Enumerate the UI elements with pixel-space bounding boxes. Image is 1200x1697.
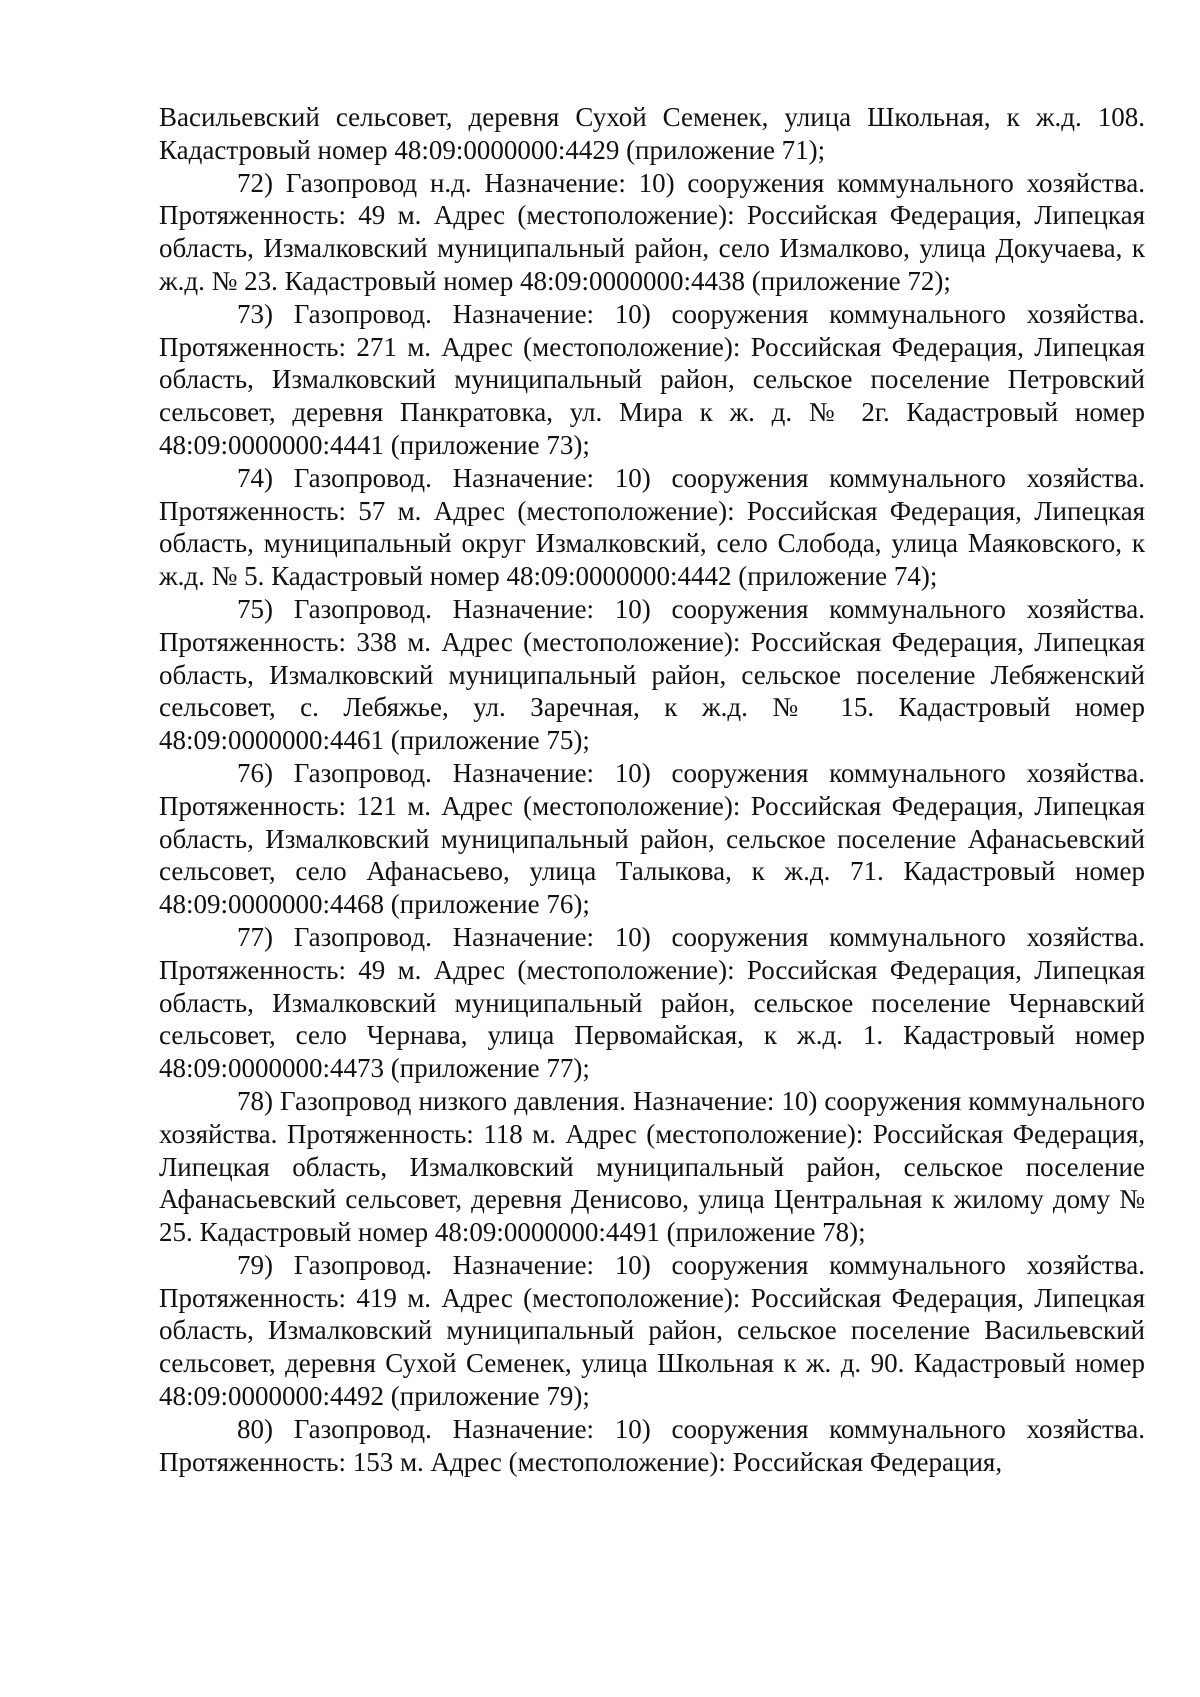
paragraph-item-72: 72) Газопровод н.д. Назначение: 10) сооружения коммунального хозяйства. Протяженность: 49 м. Адрес (местоположение): Российская Федерация, Липецкая область, Измалковский муниципальный район, село Измалково, улица Докучаева, к ж.д. № 23. Кадастровый номер 48:09:0000000:4438 (приложение 72); — [159, 167, 1145, 296]
paragraph-item-76: 76) Газопровод. Назначение: 10) сооружения коммунального хозяйства. Протяженность: 121 м. Адрес (местоположение): Российская Федерация, Липецкая область, Измалковский муниципальный район, сельское поселение Афанасьевский сельсовет, село Афанасьево, улица Талыкова, к ж.д. 71. Кадастровый номер 48:09:0000000:4468 (приложение 76); — [159, 757, 1145, 920]
paragraph-item-77: 77) Газопровод. Назначение: 10) сооружения коммунального хозяйства. Протяженность: 49 м. Адрес (местоположение): Российская Федерация, Липецкая область, Измалковский муниципальный район, сельское поселение Чернавский сельсовет, село Чернава, улица Первомайская, к ж.д. 1. Кадастровый номер 48:09:0000000:4473 (приложение 77); — [159, 921, 1145, 1084]
paragraph-item-73: 73) Газопровод. Назначение: 10) сооружения коммунального хозяйства. Протяженность: 271 м. Адрес (местоположение): Российская Федерация, Липецкая область, Измалковский муниципальный район, сельское поселение Петровский сельсовет, деревня Панкратовка, ул. Мира к ж. д. № 2г. Кадастровый номер 48:09:0000000:4441 (приложение 73); — [159, 298, 1145, 460]
document-body — [159, 101, 1145, 1478]
paragraph-item-78: 78) Газопровод низкого давления. Назначение: 10) сооружения коммунального хозяйства. Протяженность: 118 м. Адрес (местоположение): Российская Федерация, Липецкая область, Измалковский муниципальный район, сельское поселение Афанасьевский сельсовет, деревня Денисово, улица Центральная к жилому дому № 25. Кадастровый номер 48:09:0000000:4491 (приложение 78); — [159, 1085, 1145, 1248]
paragraph-item-80: 80) Газопровод. Назначение: 10) сооружения коммунального хозяйства. Протяженность: 153 м. Адрес (местоположение): Российская Федерация, — [159, 1413, 1145, 1477]
paragraph-item-75: 75) Газопровод. Назначение: 10) сооружения коммунального хозяйства. Протяженность: 338 м. Адрес (местоположение): Российская Федерация, Липецкая область, Измалковский муниципальный район, сельское поселение Лебяженский сельсовет, с. Лебяжье, ул. Заречная, к ж.д. № 15. Кадастровый номер 48:09:0000000:4461 (приложение 75); — [159, 593, 1145, 756]
paragraph-71-continuation: Васильевский сельсовет, деревня Сухой Семенек, улица Школьная, к ж.д. 108. Кадастровый номер 48:09:0000000:4429 (приложение 71); — [159, 102, 1145, 165]
paragraph-item-79: 79) Газопровод. Назначение: 10) сооружения коммунального хозяйства. Протяженность: 419 м. Адрес (местоположение): Российская Федерация, Липецкая область, Измалковский муниципальный район, сельское поселение Васильевский сельсовет, деревня Сухой Семенек, улица Школьная к ж. д. 90. Кадастровый номер 48:09:0000000:4492 (приложение 79); — [159, 1249, 1145, 1412]
paragraph-item-74: 74) Газопровод. Назначение: 10) сооружения коммунального хозяйства. Протяженность: 57 м. Адрес (местоположение): Российская Федерация, Липецкая область, муниципальный округ Измалковский, село Слобода, улица Маяковского, к ж.д. № 5. Кадастровый номер 48:09:0000000:4442 (приложение 74); — [159, 462, 1145, 592]
